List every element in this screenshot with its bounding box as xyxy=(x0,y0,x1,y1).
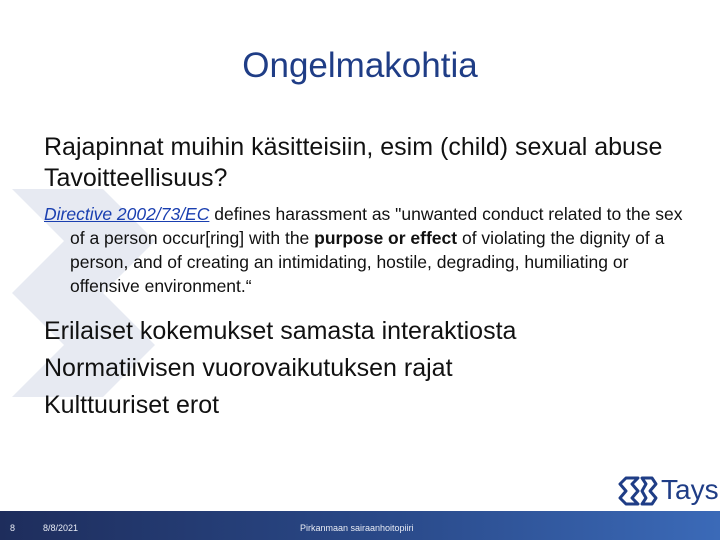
logo-text: Tays xyxy=(661,474,719,505)
bullet-item: Erilaiset kokemukset samasta interaktiosta xyxy=(44,317,517,345)
directive-link[interactable]: Directive 2002/73/EC xyxy=(44,204,210,224)
directive-quote xyxy=(44,202,694,298)
footer-bar xyxy=(0,511,720,540)
bullet-item: Rajapinnat muihin käsitteisiin, esim (child) sexual abuse xyxy=(44,133,663,161)
directive-text-2: of violating the dignity of a person, and of creating an intimidating, hostile, degrading, humiliating or offensive environment.“ xyxy=(70,228,665,296)
bullet-item: Tavoitteellisuus? xyxy=(44,164,228,192)
footer-date: 8/8/2021 xyxy=(43,523,79,533)
directive-bold-text: purpose or effect xyxy=(314,228,458,248)
tays-logo-icon xyxy=(618,472,658,510)
tays-logo xyxy=(618,472,718,510)
bullet-item: Kulttuuriset erot xyxy=(44,391,220,419)
slide-number: 8 xyxy=(10,523,16,533)
slide-title: Ongelmakohtia xyxy=(242,46,478,85)
footer-organization: Pirkanmaan sairaanhoitopiiri xyxy=(300,523,414,533)
bullet-item: Normatiivisen vuorovaikutuksen rajat xyxy=(44,354,453,382)
directive-text-1: defines harassment as "unwanted conduct related to the sex of a person occur[ring] with the xyxy=(70,204,683,248)
slide-content xyxy=(44,132,694,421)
